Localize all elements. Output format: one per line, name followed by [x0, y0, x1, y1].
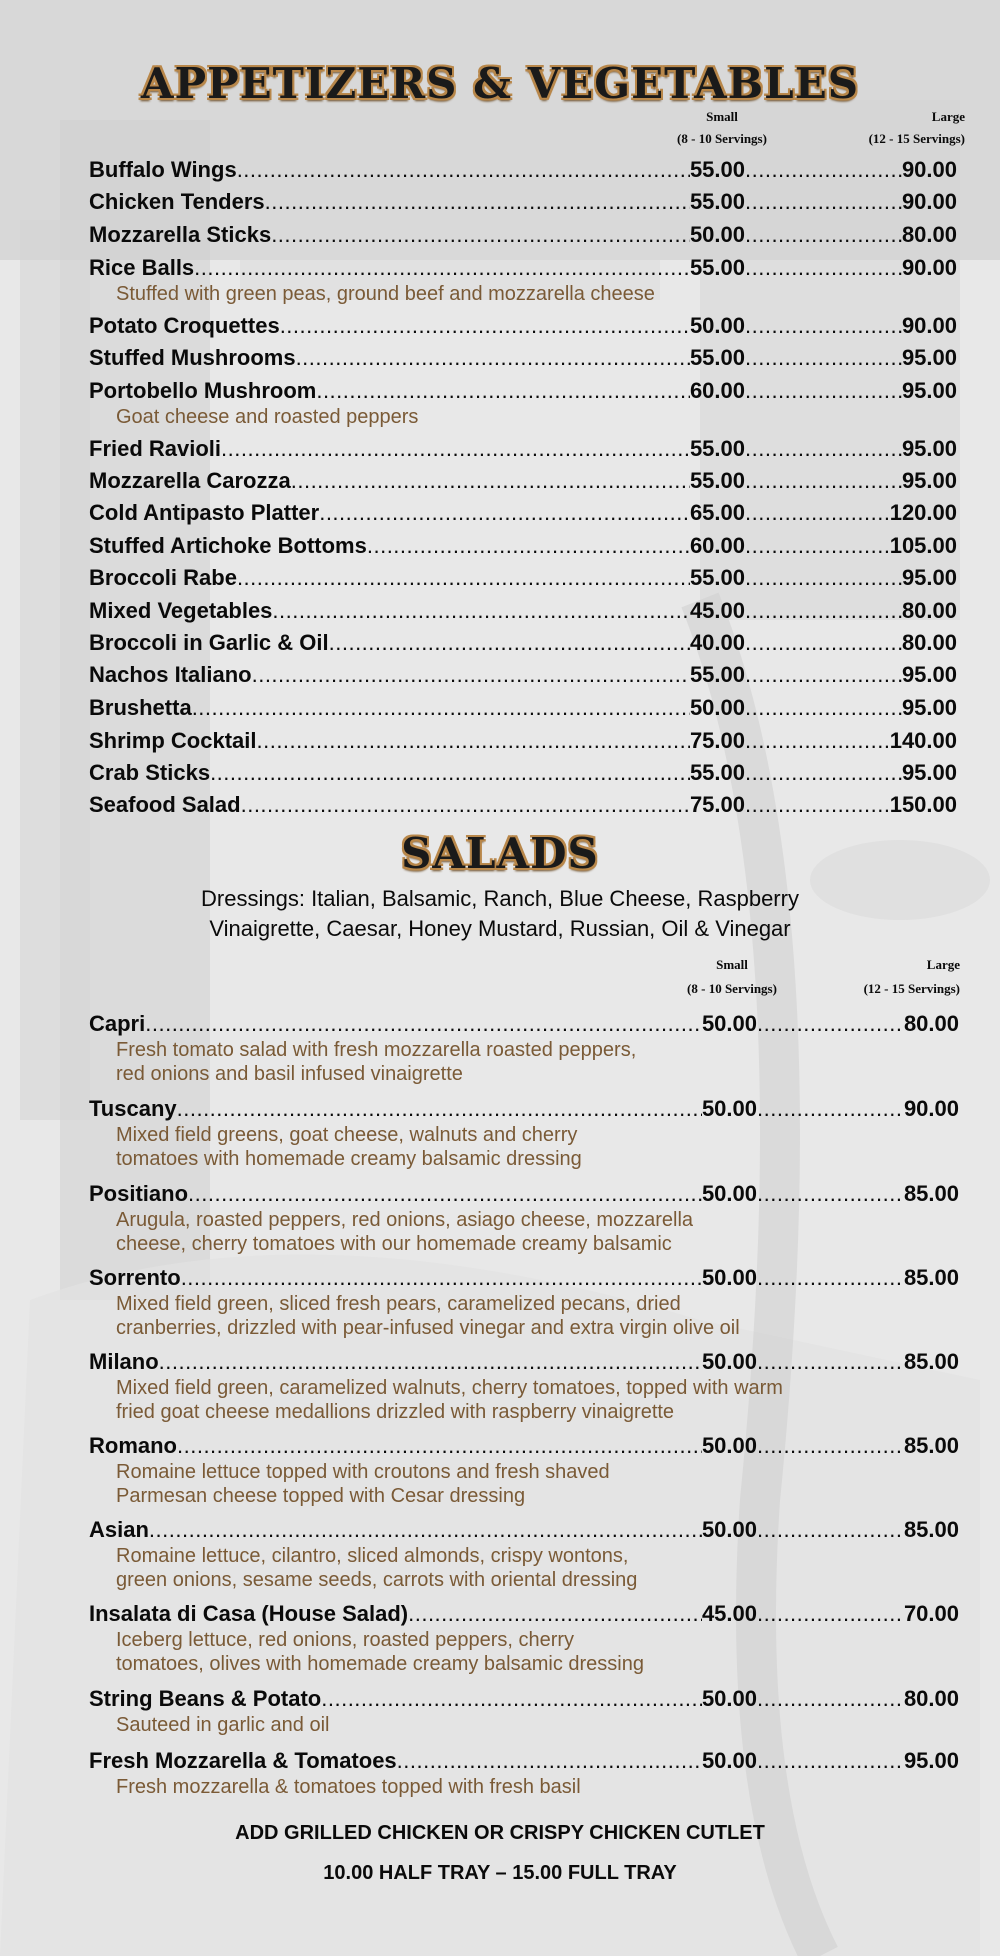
menu-item-row	[89, 310, 957, 342]
large-price-segment	[757, 1514, 959, 1546]
salads-small-servings: (8 - 10 Servings)	[687, 981, 777, 996]
leader-dots	[757, 1430, 904, 1462]
price-small: 55.00	[689, 662, 745, 687]
item-name-small-segment	[89, 692, 745, 724]
item-description: red onions and basil infused vinaigrette	[116, 1063, 463, 1085]
leader-dots	[272, 595, 690, 627]
price-large: 80.00	[901, 630, 957, 655]
leader-dots	[367, 530, 690, 562]
appetizers-large-label: Large	[931, 109, 965, 124]
item-description: cranberries, drizzled with pear-infused vinegar and extra virgin olive oil	[116, 1317, 740, 1339]
item-name: Potato Croquettes	[89, 313, 280, 338]
item-description: Stuffed with green peas, ground beef and mozzarella cheese	[116, 283, 655, 305]
price-small: 55.00	[689, 189, 745, 214]
price-small: 50.00	[689, 222, 745, 247]
item-name-small-segment	[89, 154, 745, 186]
price-small: 50.00	[701, 1265, 757, 1290]
item-name-small-segment	[89, 375, 745, 407]
item-name-small-segment	[89, 725, 745, 757]
large-price-segment	[745, 757, 957, 789]
menu-item-row	[89, 1346, 959, 1378]
large-price-segment	[757, 1745, 959, 1777]
price-small: 55.00	[689, 345, 745, 370]
price-small: 55.00	[689, 157, 745, 182]
leader-dots	[745, 725, 890, 757]
leader-dots	[745, 219, 902, 251]
item-name-small-segment	[89, 789, 745, 821]
leader-dots	[745, 375, 902, 407]
price-small: 55.00	[689, 468, 745, 493]
item-name-small-segment	[89, 1262, 757, 1294]
price-large: 85.00	[903, 1181, 959, 1206]
price-large: 95.00	[901, 468, 957, 493]
item-name: String Beans & Potato	[89, 1686, 322, 1711]
price-large: 80.00	[903, 1686, 959, 1711]
item-name-small-segment	[89, 530, 745, 562]
price-small: 75.00	[689, 728, 745, 753]
leader-dots	[757, 1598, 904, 1630]
price-large: 95.00	[903, 1748, 959, 1773]
item-name-small-segment	[89, 342, 745, 374]
leader-dots	[145, 1008, 702, 1040]
menu-item-row	[89, 562, 957, 594]
salads-large-label: Large	[926, 957, 960, 972]
item-name-small-segment	[89, 1514, 757, 1546]
large-price-segment	[745, 692, 957, 724]
menu-item-row	[89, 1008, 959, 1040]
item-name-small-segment	[89, 310, 745, 342]
menu-item-row	[89, 465, 957, 497]
large-price-segment	[745, 219, 957, 251]
price-small: 55.00	[689, 255, 745, 280]
leader-dots	[745, 310, 902, 342]
price-large: 105.00	[889, 533, 957, 558]
menu-item-row	[89, 757, 957, 789]
item-name: Brushetta	[89, 695, 192, 720]
large-price-segment	[745, 342, 957, 374]
item-name: Sorrento	[89, 1265, 181, 1290]
large-price-segment	[745, 562, 957, 594]
price-small: 50.00	[701, 1349, 757, 1374]
menu-item-row	[89, 186, 957, 218]
price-small: 50.00	[701, 1181, 757, 1206]
item-description: Mixed field green, sliced fresh pears, caramelized pecans, dried	[116, 1293, 681, 1315]
menu-item-row	[89, 433, 957, 465]
item-name: Nachos Italiano	[89, 662, 252, 687]
item-name: Capri	[89, 1011, 146, 1036]
price-large: 95.00	[901, 565, 957, 590]
menu-item-row	[89, 1683, 959, 1715]
leader-dots	[745, 659, 902, 691]
large-price-segment	[757, 1346, 959, 1378]
item-name: Mozzarella Carozza	[89, 468, 291, 493]
appetizers-title: APPETIZERS & VEGETABLES	[140, 59, 860, 108]
menu-item-row	[89, 252, 957, 284]
item-name: Cold Antipasto Platter	[89, 500, 320, 525]
dressings-text	[0, 884, 1000, 944]
leader-dots	[237, 562, 690, 594]
price-large: 70.00	[903, 1601, 959, 1626]
item-name: Stuffed Mushrooms	[89, 345, 296, 370]
leader-dots	[745, 757, 902, 789]
large-price-segment	[745, 186, 957, 218]
price-large: 95.00	[901, 378, 957, 403]
price-large: 90.00	[901, 255, 957, 280]
menu-item-row	[89, 1262, 959, 1294]
item-description: Iceberg lettuce, red onions, roasted peppers, cherry	[116, 1629, 575, 1651]
large-price-segment	[745, 154, 957, 186]
large-price-segment	[745, 375, 957, 407]
menu-item-row	[89, 497, 957, 529]
leader-dots	[757, 1745, 904, 1777]
price-large: 80.00	[903, 1011, 959, 1036]
large-price-segment	[757, 1093, 959, 1125]
item-name-small-segment	[89, 659, 745, 691]
price-small: 50.00	[701, 1433, 757, 1458]
item-description: tomatoes with homemade creamy balsamic dressing	[116, 1148, 582, 1170]
item-name: Fresh Mozzarella & Tomatoes	[89, 1748, 397, 1773]
leader-dots	[296, 342, 690, 374]
leader-dots	[149, 1514, 702, 1546]
leader-dots	[757, 1514, 904, 1546]
item-name-small-segment	[89, 252, 745, 284]
dressings-line-1: Dressings: Italian, Balsamic, Ranch, Blue Cheese, Raspberry	[201, 886, 799, 911]
item-description: Parmesan cheese topped with Cesar dressing	[116, 1485, 526, 1507]
item-name-small-segment	[89, 562, 745, 594]
item-description: Romaine lettuce topped with croutons and fresh shaved	[116, 1461, 610, 1483]
leader-dots	[221, 433, 690, 465]
price-small: 50.00	[689, 313, 745, 338]
item-name-small-segment	[89, 757, 745, 789]
leader-dots	[745, 530, 890, 562]
menu-item-row	[89, 154, 957, 186]
item-name: Chicken Tenders	[89, 189, 265, 214]
leader-dots	[210, 757, 690, 789]
leader-dots	[291, 465, 690, 497]
leader-dots	[188, 1178, 702, 1210]
leader-dots	[757, 1346, 904, 1378]
item-name: Seafood Salad	[89, 792, 241, 817]
large-price-segment	[745, 310, 957, 342]
leader-dots	[316, 375, 690, 407]
item-description: Goat cheese and roasted peppers	[116, 406, 419, 428]
item-name: Mozzarella Sticks	[89, 222, 272, 247]
item-name-small-segment	[89, 497, 745, 529]
item-description: Mixed field greens, goat cheese, walnuts and cherry	[116, 1124, 578, 1146]
leader-dots	[192, 692, 690, 724]
item-name: Rice Balls	[89, 255, 195, 280]
large-price-segment	[745, 789, 957, 821]
footer-price-line: 10.00 HALF TRAY – 15.00 FULL TRAY	[323, 1862, 677, 1884]
leader-dots	[252, 659, 690, 691]
item-name-small-segment	[89, 595, 745, 627]
item-description: cheese, cherry tomatoes with our homemade creamy balsamic	[116, 1233, 672, 1255]
large-price-segment	[745, 465, 957, 497]
leader-dots	[745, 595, 902, 627]
large-price-segment	[757, 1430, 959, 1462]
item-name-small-segment	[89, 219, 745, 251]
item-description: tomatoes, olives with homemade creamy balsamic dressing	[116, 1653, 644, 1675]
price-small: 40.00	[689, 630, 745, 655]
menu-item-row	[89, 627, 957, 659]
item-name-small-segment	[89, 1598, 757, 1630]
menu-item-row	[89, 219, 957, 251]
item-name: Tuscany	[89, 1096, 177, 1121]
item-name-small-segment	[89, 1346, 757, 1378]
price-small: 45.00	[689, 598, 745, 623]
price-large: 140.00	[889, 728, 957, 753]
item-description: green onions, sesame seeds, carrots with oriental dressing	[116, 1569, 638, 1591]
leader-dots	[757, 1178, 904, 1210]
leader-dots	[271, 219, 690, 251]
price-small: 65.00	[689, 500, 745, 525]
price-large: 95.00	[901, 760, 957, 785]
leader-dots	[757, 1262, 904, 1294]
large-price-segment	[745, 530, 957, 562]
item-name: Mixed Vegetables	[89, 598, 273, 623]
item-name-small-segment	[89, 1008, 757, 1040]
leader-dots	[237, 154, 690, 186]
leader-dots	[321, 1683, 702, 1715]
leader-dots	[181, 1262, 702, 1294]
menu-item-row	[89, 1745, 959, 1777]
leader-dots	[745, 465, 902, 497]
price-large: 85.00	[903, 1265, 959, 1290]
item-name-small-segment	[89, 465, 745, 497]
menu-item-row	[89, 530, 957, 562]
item-name: Milano	[89, 1349, 159, 1374]
item-description: Fresh mozzarella & tomatoes topped with fresh basil	[116, 1776, 581, 1798]
leader-dots	[745, 433, 902, 465]
price-small: 50.00	[689, 695, 745, 720]
price-large: 80.00	[901, 598, 957, 623]
menu-item-row	[89, 1178, 959, 1210]
item-name-small-segment	[89, 1178, 757, 1210]
leader-dots	[745, 789, 890, 821]
large-price-segment	[745, 627, 957, 659]
item-description: Arugula, roasted peppers, red onions, asiago cheese, mozzarella	[116, 1209, 694, 1231]
appetizers-large-servings: (12 - 15 Servings)	[868, 131, 965, 146]
salads-small-label: Small	[716, 957, 748, 972]
price-small: 50.00	[701, 1517, 757, 1542]
price-small: 50.00	[701, 1011, 757, 1036]
price-small: 55.00	[689, 760, 745, 785]
item-name: Fried Ravioli	[89, 436, 222, 461]
item-name: Buffalo Wings	[89, 157, 237, 182]
leader-dots	[745, 252, 902, 284]
price-small: 50.00	[701, 1096, 757, 1121]
item-name: Broccoli in Garlic & Oil	[89, 630, 329, 655]
price-small: 55.00	[689, 565, 745, 590]
price-large: 150.00	[889, 792, 957, 817]
leader-dots	[745, 692, 902, 724]
leader-dots	[408, 1598, 702, 1630]
appetizers-small-label: Small	[706, 109, 738, 124]
leader-dots	[241, 789, 690, 821]
price-large: 85.00	[903, 1433, 959, 1458]
leader-dots	[745, 627, 902, 659]
leader-dots	[329, 627, 690, 659]
leader-dots	[757, 1683, 904, 1715]
large-price-segment	[757, 1598, 959, 1630]
item-name-small-segment	[89, 1093, 757, 1125]
price-small: 50.00	[701, 1748, 757, 1773]
leader-dots	[397, 1745, 702, 1777]
price-small: 60.00	[689, 378, 745, 403]
price-small: 45.00	[701, 1601, 757, 1626]
price-large: 95.00	[901, 345, 957, 370]
price-large: 90.00	[901, 189, 957, 214]
item-name: Insalata di Casa (House Salad)	[89, 1601, 409, 1626]
item-name-small-segment	[89, 627, 745, 659]
price-large: 120.00	[889, 500, 957, 525]
leader-dots	[265, 186, 690, 218]
leader-dots	[745, 186, 902, 218]
price-large: 95.00	[901, 695, 957, 720]
item-name: Romano	[89, 1433, 177, 1458]
appetizers-small-servings: (8 - 10 Servings)	[677, 131, 767, 146]
item-name: Positiano	[89, 1181, 189, 1206]
item-name: Shrimp Cocktail	[89, 728, 257, 753]
price-small: 75.00	[689, 792, 745, 817]
menu-item-row	[89, 692, 957, 724]
price-large: 95.00	[901, 662, 957, 687]
item-name: Crab Sticks	[89, 760, 211, 785]
item-name: Asian	[89, 1517, 149, 1542]
leader-dots	[757, 1008, 904, 1040]
salads-large-servings: (12 - 15 Servings)	[863, 981, 960, 996]
item-name-small-segment	[89, 433, 745, 465]
menu-item-row	[89, 789, 957, 821]
leader-dots	[745, 497, 890, 529]
large-price-segment	[745, 252, 957, 284]
item-description: Romaine lettuce, cilantro, sliced almonds, crispy wontons,	[116, 1545, 629, 1567]
price-large: 90.00	[903, 1096, 959, 1121]
price-small: 55.00	[689, 436, 745, 461]
menu-item-row	[89, 1514, 959, 1546]
price-small: 60.00	[689, 533, 745, 558]
menu-item-row	[89, 1430, 959, 1462]
leader-dots	[745, 342, 902, 374]
leader-dots	[194, 252, 690, 284]
item-name: Broccoli Rabe	[89, 565, 237, 590]
leader-dots	[256, 725, 689, 757]
menu-item-row	[89, 725, 957, 757]
large-price-segment	[745, 725, 957, 757]
leader-dots	[319, 497, 690, 529]
footer-addon-line: ADD GRILLED CHICKEN OR CRISPY CHICKEN CUTLET	[235, 1822, 765, 1844]
item-description: fried goat cheese medallions drizzled with raspberry vinaigrette	[116, 1401, 675, 1423]
item-name-small-segment	[89, 1430, 757, 1462]
large-price-segment	[745, 595, 957, 627]
large-price-segment	[745, 433, 957, 465]
menu-item-row	[89, 342, 957, 374]
item-name: Stuffed Artichoke Bottoms	[89, 533, 367, 558]
large-price-segment	[745, 659, 957, 691]
leader-dots	[177, 1093, 702, 1125]
leader-dots	[745, 154, 902, 186]
price-large: 85.00	[903, 1349, 959, 1374]
item-description: Sauteed in garlic and oil	[116, 1714, 330, 1736]
large-price-segment	[757, 1262, 959, 1294]
menu-item-row	[89, 1598, 959, 1630]
large-price-segment	[757, 1008, 959, 1040]
item-description: Fresh tomato salad with fresh mozzarella roasted peppers,	[116, 1039, 637, 1061]
price-large: 90.00	[901, 313, 957, 338]
item-name: Portobello Mushroom	[89, 378, 317, 403]
salads-title: SALADS	[401, 829, 599, 878]
menu-item-row	[89, 595, 957, 627]
menu-item-row	[89, 1093, 959, 1125]
large-price-segment	[757, 1178, 959, 1210]
item-name-small-segment	[89, 1745, 757, 1777]
price-large: 95.00	[901, 436, 957, 461]
menu-item-row	[89, 659, 957, 691]
menu-item-row	[89, 375, 957, 407]
leader-dots	[280, 310, 690, 342]
leader-dots	[177, 1430, 702, 1462]
item-description: Mixed field green, caramelized walnuts, cherry tomatoes, topped with warm	[116, 1377, 783, 1399]
dressings-line-2: Vinaigrette, Caesar, Honey Mustard, Russian, Oil & Vinegar	[209, 916, 791, 941]
item-name-small-segment	[89, 1683, 757, 1715]
leader-dots	[159, 1346, 702, 1378]
large-price-segment	[757, 1683, 959, 1715]
leader-dots	[757, 1093, 904, 1125]
price-large: 90.00	[901, 157, 957, 182]
leader-dots	[745, 562, 902, 594]
large-price-segment	[745, 497, 957, 529]
item-name-small-segment	[89, 186, 745, 218]
price-large: 80.00	[901, 222, 957, 247]
price-small: 50.00	[701, 1686, 757, 1711]
price-large: 85.00	[903, 1517, 959, 1542]
